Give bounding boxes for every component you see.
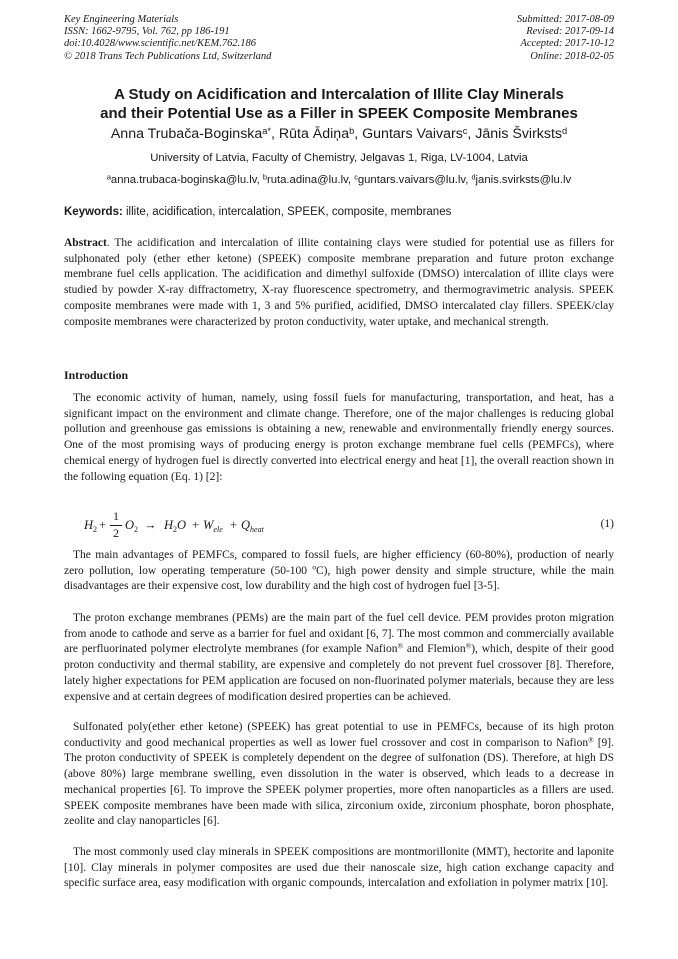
keywords-text: illite, acidification, intercalation, SPEEK, composite, membranes — [126, 206, 452, 218]
email-mark: b — [262, 172, 267, 182]
email-link[interactable]: janis.svirksts@lu.lv — [475, 174, 572, 186]
affiliation: University of Latvia, Faculty of Chemistry, Jelgavas 1, Riga, LV-1004, Latvia — [150, 152, 528, 164]
title-line-2: and their Potential Use as a Filler in SPEEK Composite Membranes — [100, 105, 578, 122]
registered-mark: ® — [588, 735, 594, 745]
eq-q: $Q_{heat}$ — [241, 518, 264, 534]
author-list: Anna Trubača-Boginska$^{a*}$, Rūta Ādiņa$^b$, Guntars Vaivars$^c$, Jānis Švirksts$^d$ — [110, 125, 568, 142]
submitted-date: Submitted: 2017-08-09 — [516, 14, 614, 25]
email-mark: c — [354, 172, 358, 182]
eq-plus: + — [192, 518, 200, 532]
journal-name: Key Engineering Materials — [64, 14, 179, 25]
author-name: Guntars Vaivars — [362, 126, 463, 142]
author-mark: a* — [262, 125, 271, 136]
registered-mark: ® — [465, 642, 472, 652]
email-link[interactable]: ruta.adina@lu.lv — [266, 174, 348, 186]
email-mark: d — [471, 172, 476, 182]
section-heading-introduction: Introduction — [64, 368, 129, 382]
eq-w: $W_{ele}$ — [203, 518, 223, 534]
eq-o2: $O_2$ — [125, 518, 139, 534]
abstract-text: . The acidification and intercalation of illite containing clays were studied for potential use as fillers for sulphonated poly (ether ether ketone) (SPEEK) composite membrane preparation and future proton exchange membrane fuel cells application. The acidification and dimethyl sulfoxide (DMSO) intercalation of illite clays were studied by powder X-ray diffractometry, X-ray fluorescence spectrometry, and thermogravimetric analysis. SPEEK composite membranes were made with 1, 3 and 5% purified, acidified, DMSO intercalated clay fillers. SPEEK/clay composite membranes were characterized by proton conductivity, water uptake, and mechanical strength. — [64, 237, 614, 328]
keywords — [64, 205, 624, 219]
email-mark: a — [106, 172, 111, 182]
paragraph: Sulfonated poly(ether ether ketone) (SPEEK) has great potential to use in PEMFCs, because of its high proton conductivity and good mechanical properties as well as lower fuel crossover and cost in comparison to Nafion® [9]. The proton conductivity of SPEEK is completely dependent on the degree of sulfonation (DS). Therefore, at high DS (above 80%) large membrane swelling, even dissolution in the water is observed, which leads to a decrease in mechanical properties [6]. To improve the SPEEK polymer properties, more often nanoparticles as a fillers are used. SPEEK composite membranes have been made with silica, zirconium oxide, zirconium phosphate, boron phosphate, zeolite and clay nanoparticles [6]. — [64, 721, 614, 828]
online-date: Online: 2018-02-05 — [530, 50, 614, 62]
author-name: Anna Trubača-Boginska — [110, 126, 263, 142]
revised-date: Revised: 2017-09-14 — [526, 26, 614, 38]
email-link[interactable]: anna.trubaca-boginska@lu.lv — [110, 174, 257, 186]
eq-plus: + — [230, 518, 238, 532]
author-mark: b — [349, 125, 355, 136]
eq-h2o: $H_2O$ — [164, 518, 187, 534]
registered-mark: ® — [397, 642, 404, 652]
email-link[interactable]: guntars.vaivars@lu.lv — [357, 174, 466, 186]
eq-plus: + — [99, 518, 107, 532]
doi-line: doi:10.4028/www.scientific.net/KEM.762.186 — [64, 38, 256, 50]
abstract-label: Abstract — [64, 237, 107, 249]
eq-arrow: → — [144, 518, 157, 532]
paragraph: The most commonly used clay minerals in SPEEK compositions are montmorillonite (MMT), hectorite and laponite [10]. Clay minerals in polymer composites are used due their nanoscale size, high cation exchange capacity and specific surface area, easy modification with organic compounds, intercalation and exfoliation in polymer matrix [10]. — [64, 846, 614, 890]
author-name: Jānis Švirksts — [475, 126, 563, 142]
paper-title — [40, 85, 638, 123]
paragraph: The main advantages of PEMFCs, compared to fossil fuels, are higher efficiency (60-80%), production of nearly zero pollution, low operating temperature (50-100 ºC), high power density and simple structure, while the main disadvantages are their expensive cost, low durability and the high cost of hydrogen fuel [3-5]. — [64, 549, 614, 593]
paragraph: The proton exchange membranes (PEMs) are the main part of the fuel cell device. PEM provides proton migration from anode to cathode and serve as a barrier for fuel and oxidant [6, 7]. The most common and commercially available are perfluorinated polymer electrolyte membranes (for example Nafion® and Flemion®), which, despite of their good proton conductivity and thermal stability, are expensive and completely do not prevent fuel crossover [8]. Therefore, lately higher expectations for PEM application are focused on non-fluorinated polymer materials, because they are less expensive and at certain degrees of modification desired properties can be achieved. — [64, 612, 614, 703]
author-name: Rūta Ādiņa — [278, 126, 350, 142]
email-list: $^a$anna.trubaca-boginska@lu.lv, $^b$ruta.adina@lu.lv, $^c$guntars.vaivars@lu.lv, $^d$janis.svirksts@lu.lv — [106, 172, 572, 186]
keywords-label: Keywords: — [64, 206, 123, 218]
author-mark: d — [562, 125, 568, 136]
issn-line: ISSN: 1662-9795, Vol. 762, pp 186-191 — [64, 26, 230, 38]
copyright-line: © 2018 Trans Tech Publications Ltd, Switzerland — [64, 50, 272, 62]
author-mark: c — [462, 125, 468, 136]
journal-info — [64, 14, 271, 63]
equation-number: (1) — [600, 518, 614, 530]
equation-1: $H_2$ + 1 2 $O_2$ → $H_2O$ + $W_{ele}$ + $Q_{heat}$ (1) — [84, 509, 614, 540]
eq-h2: $H_2$ — [84, 518, 98, 534]
paragraph: The economic activity of human, namely, using fossil fuels for manufacturing, transportation, and heat, has a significant impact on the environment and climate change. Therefore, one of the major challenges is reducing global pollution and greenhouse gas emissions is obtaining a new, renewable and environmentally friendly energy sources. One of the most promising ways of producing energy is proton exchange membrane fuel cells (PEMFCs), where chemical energy of hydrogen fuel is directly converted into electrical energy and heat [1], the overall reaction shown in the following equation (Eq. 1) [2]: — [64, 392, 614, 483]
abstract — [64, 236, 614, 330]
title-line-1: A Study on Acidification and Intercalation of Illite Clay Minerals — [114, 86, 564, 103]
dates-info — [517, 14, 614, 63]
accepted-date: Accepted: 2017-10-12 — [520, 38, 614, 50]
